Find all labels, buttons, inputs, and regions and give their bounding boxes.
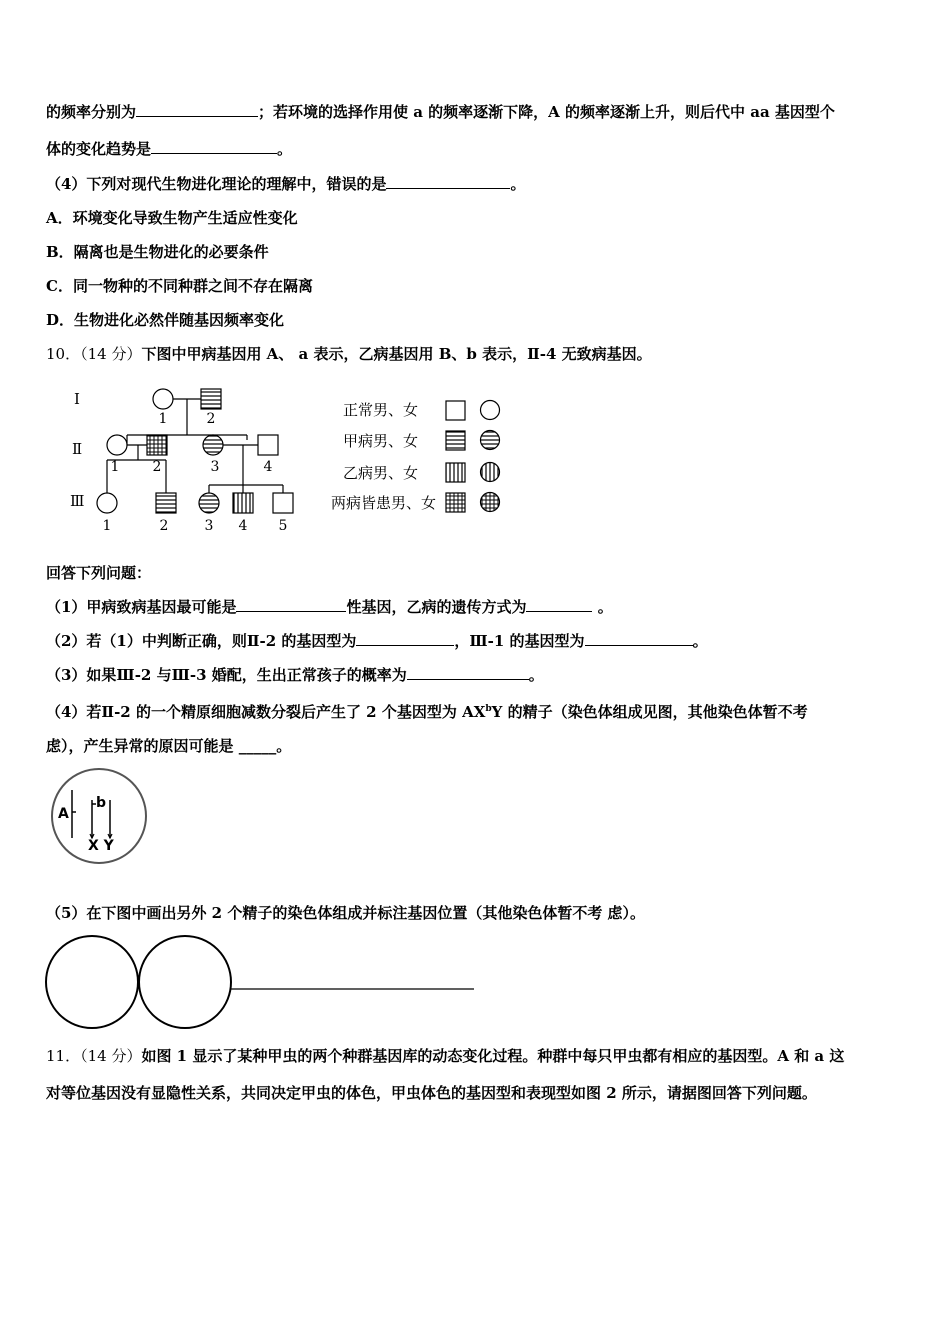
III-3-num: 3 <box>204 518 214 534</box>
II-4-normal-male <box>258 435 278 455</box>
legend-yi-male-icon <box>446 463 465 482</box>
legend-jia-male-icon <box>446 431 465 450</box>
pedigree-figure <box>60 378 510 538</box>
legend-both-female-icon <box>481 493 500 512</box>
legend-normal-male-icon <box>446 401 465 420</box>
empty-cell-2 <box>139 936 231 1028</box>
xy-label: X Y <box>88 838 114 854</box>
legend-normal-female-icon <box>481 401 500 420</box>
q10-s2: （2）若（1）中判断正确，则Ⅱ-2 的基因型为 ，Ⅲ-1 的基因型为 。 <box>46 632 708 650</box>
III-5-num: 5 <box>278 518 288 534</box>
III-3-jia-female <box>199 493 219 513</box>
blank[interactable] <box>585 631 693 646</box>
drawing-area[interactable] <box>44 932 484 1032</box>
II-1-num: 1 <box>110 459 120 475</box>
q9-sub4: （4）下列对现代生物进化理论的理解中，错误的是 。 <box>46 175 526 193</box>
q10-s1: （1）甲病致病基因最可能是 性基因，乙病的遗传方式为 。 <box>46 598 613 616</box>
III-2-jia-male <box>156 493 176 513</box>
legend-yi-female-icon <box>481 463 500 482</box>
blank[interactable] <box>136 102 258 117</box>
blank[interactable] <box>151 139 277 154</box>
III-1-normal-female <box>97 493 117 513</box>
q9-line2: 体的变化趋势是 。 <box>46 140 293 158</box>
answer-prompt: 回答下列问题： <box>46 564 152 582</box>
blank[interactable] <box>526 597 592 612</box>
gene-a-label: A <box>58 806 69 822</box>
legend-both: 两病皆患男、女 <box>330 494 436 512</box>
I-1-num: 1 <box>158 411 168 427</box>
legend-jia-female-icon <box>481 431 500 450</box>
gen-label-1: Ⅰ <box>74 390 80 408</box>
option-d: D．生物进化必然伴随基因频率变化 <box>46 311 285 329</box>
option-a: A．环境变化导致生物产生适应性变化 <box>46 209 298 227</box>
gene-b-label: b <box>96 795 107 811</box>
empty-cell-1 <box>46 936 138 1028</box>
III-4-num: 4 <box>238 518 248 534</box>
legend-jia: 甲病男、女 <box>342 432 418 450</box>
q11-line2: 对等位基因没有显隐性关系，共同决定甲虫的体色，甲虫体色的基因型和表现型如图 2 所示，请据图回答下列问题。 <box>46 1084 817 1102</box>
I-2-num: 2 <box>206 411 216 427</box>
legend-both-male-icon <box>446 493 465 512</box>
option-b: B．隔离也是生物进化的必要条件 <box>46 243 269 261</box>
legend-yi: 乙病男、女 <box>342 464 418 482</box>
III-2-num: 2 <box>159 518 169 534</box>
blank[interactable] <box>386 174 510 189</box>
q10-s4-line1: （4）若Ⅱ-2 的一个精原细胞减数分裂后产生了 2 个基因型为 $AX^bY$ 的精子（染色体组成见图，其他染色体暂不考 <box>46 703 808 721</box>
blank[interactable] <box>236 597 346 612</box>
q11-line1: 11．（14 分）如图 1 显示了某种甲虫的两个种群基因库的动态变化过程。种群中每只甲虫都有相应的基因型。A 和 a 这 <box>46 1047 845 1065</box>
I-2-jia-male <box>201 389 221 409</box>
II-3-jia-female <box>203 435 223 455</box>
q10-s3: （3）如果Ⅲ-2 与Ⅲ-3 婚配，生出正常孩子的概率为 。 <box>46 666 544 684</box>
gen-label-3: Ⅲ <box>70 492 85 510</box>
III-4-yi-male <box>233 493 253 513</box>
II-3-num: 3 <box>210 459 220 475</box>
blank[interactable] <box>407 665 529 680</box>
I-1-normal-female <box>153 389 173 409</box>
option-c: C．同一物种的不同种群之间不存在隔离 <box>46 277 313 295</box>
q10-s5: （5）在下图中画出另外 2 个精子的染色体组成并标注基因位置（其他染色体暂不考 虑）。 <box>46 904 646 922</box>
gen-label-2: Ⅱ <box>72 440 83 458</box>
II-2-num: 2 <box>152 459 162 475</box>
q10-s4-line2: 虑），产生异常的原因可能是 _____。 <box>46 737 292 755</box>
blank[interactable] <box>356 631 454 646</box>
q10-header: 10．（14 分）下图中甲病基因用 A、 a 表示，乙病基因用 B、b 表示，Ⅱ-4 无致病基因。 <box>46 345 652 363</box>
sperm-cell-figure <box>48 766 150 866</box>
III-1-num: 1 <box>102 518 112 534</box>
II-4-num: 4 <box>263 459 273 475</box>
II-1-normal-female <box>107 435 127 455</box>
III-5-normal-male <box>273 493 293 513</box>
q9-line1: 的频率分别为 ；若环境的选择作用使 a 的频率逐渐下降，A 的频率逐渐上升，则后代中 aa 基因型个 <box>46 103 835 121</box>
legend-normal: 正常男、女 <box>342 401 418 419</box>
II-2-both-male <box>147 435 167 455</box>
